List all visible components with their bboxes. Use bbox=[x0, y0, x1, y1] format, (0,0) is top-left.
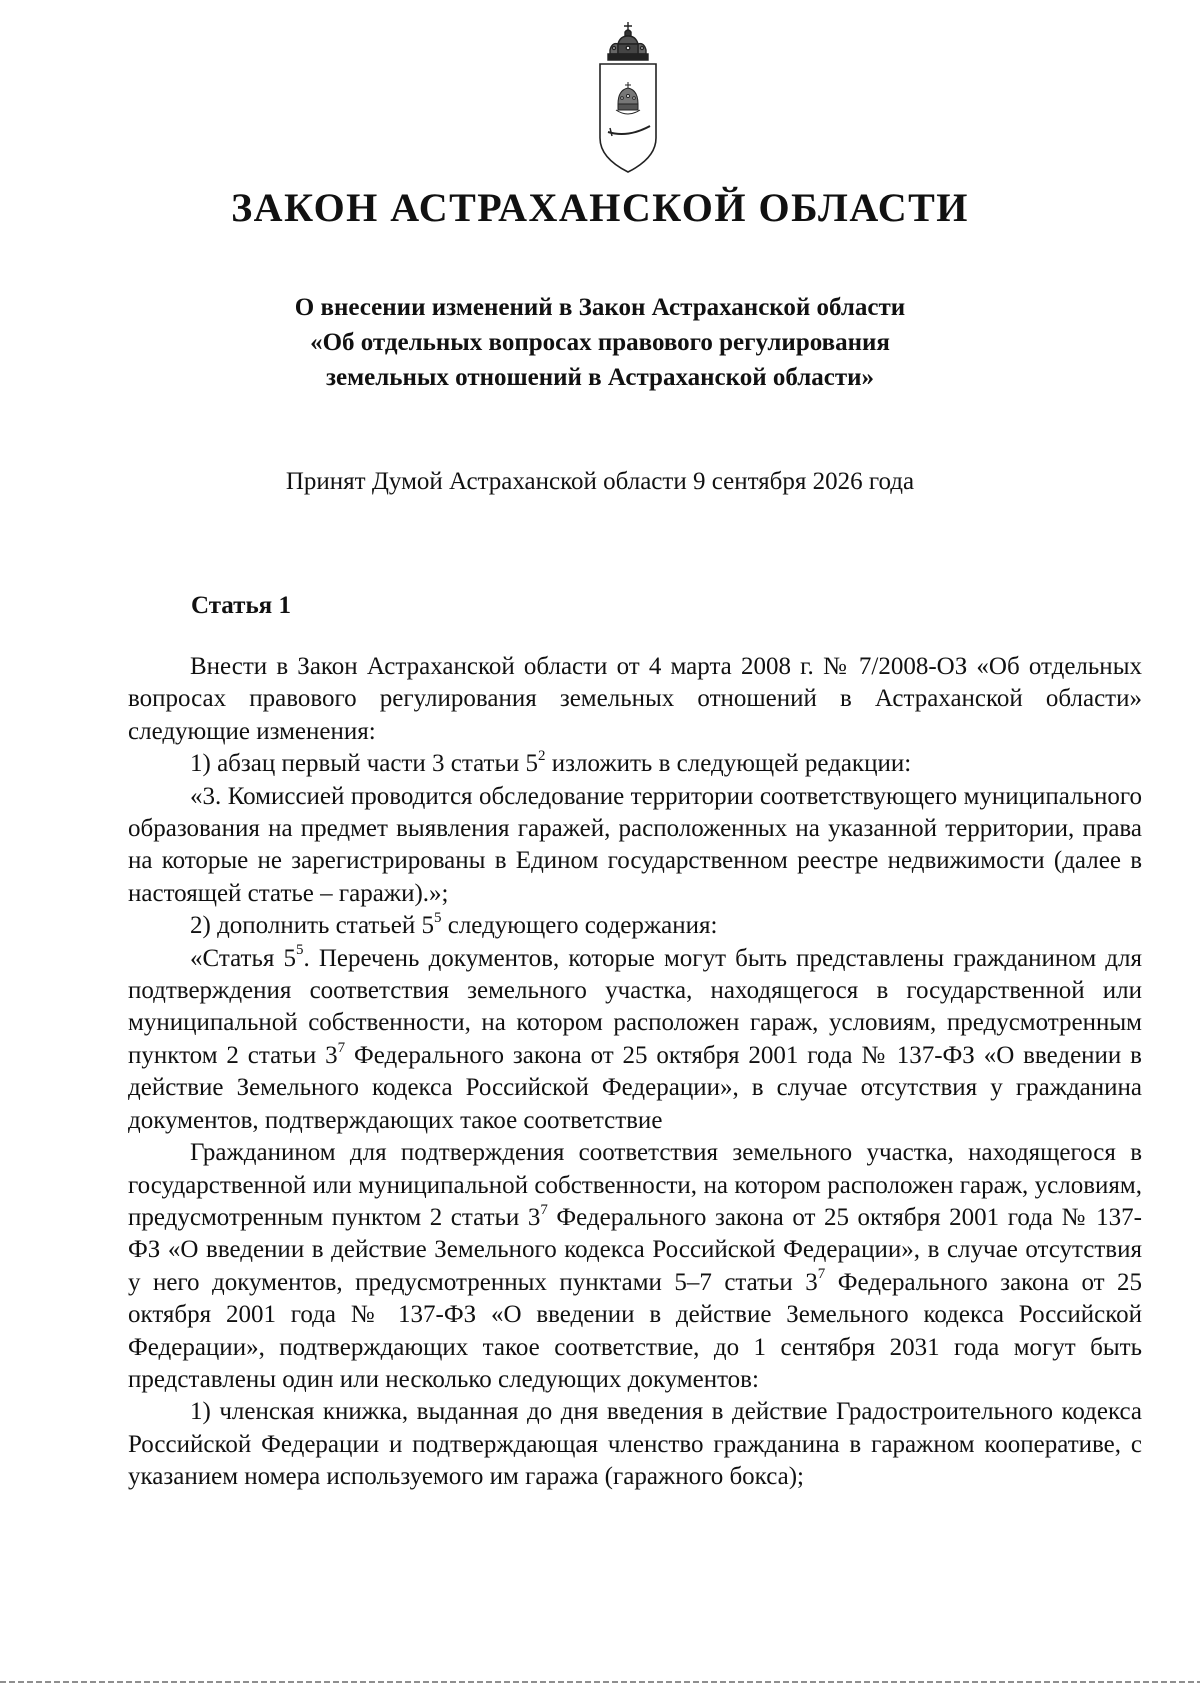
paragraph-amendment-1 bbox=[128, 748, 1142, 780]
paragraph-new-article-title bbox=[128, 943, 1142, 1137]
law-subtitle bbox=[180, 290, 1020, 395]
paragraph-new-article-body bbox=[128, 1137, 1142, 1396]
paragraph-quoted-part-3: «3. Комиссией проводится обследование территории соответствующего муниципального образования на предмет выявления гаражей, расположенных на указанной территории, права на которые не зарегистрированы в Едином государственном реестре недвижимости (далее в настоящей статье – гаражи).»; bbox=[128, 782, 1142, 907]
subtitle-line: «Об отдельных вопросах правового регулирования bbox=[310, 329, 890, 356]
superscript: 7 bbox=[817, 1266, 826, 1283]
text-run: 2) дополнить статьей 5 bbox=[190, 912, 434, 940]
superscript: 2 bbox=[538, 747, 546, 764]
law-title: ЗАКОН АСТРАХАНСКОЙ ОБЛАСТИ bbox=[231, 185, 969, 230]
paragraph-item-1: 1) членская книжка, выданная до дня введения в действие Градостроительного кодекса Российской Федерации и подтверждающая членство гражданина в гаражном кооперативе, с указанием номера используемого им гаража (гаражного бокса); bbox=[128, 1398, 1142, 1491]
superscript: 7 bbox=[540, 1201, 548, 1218]
article-body bbox=[128, 651, 1142, 1494]
superscript: 5 bbox=[295, 942, 304, 959]
text-run: следующего содержания: bbox=[441, 912, 718, 940]
text-run: Федерального закона от 25 октября 2001 года № 137-ФЗ «О введении в действие Земельного кодекса Российской Федерации», подтверждающих такое соответствие, до 1 сентября 2031 года могут быть представлены один или несколько следующих документов: bbox=[128, 1268, 1142, 1393]
paragraph-amendment-2 bbox=[128, 910, 1142, 942]
text-run: 1) абзац первый части 3 статьи 5 bbox=[190, 750, 538, 778]
text-run: Гражданином для подтверждения соответствия земельного участка, находящегося в государственной или муниципальной собственности, на котором расположен гараж, условиям, предусмотренным пунктом 2 статьи 3 bbox=[128, 1139, 1142, 1231]
superscript: 7 bbox=[337, 1039, 346, 1056]
adoption-line: Принят Думой Астраханской области 9 сентября 2026 года bbox=[285, 468, 915, 495]
text-run: «Статья 5 bbox=[190, 944, 296, 972]
text-run: изложить в следующей редакции: bbox=[545, 750, 912, 778]
paragraph-intro: Внести в Закон Астраханской области от 4 марта 2008 г. № 7/2008-ОЗ «Об отдельных вопросах правового регулирования земельных отношений в Астраханской области» следующие изменения: bbox=[128, 653, 1142, 745]
coat-of-arms-emblem bbox=[588, 20, 668, 180]
subtitle-line: земельных отношений в Астраханской области» bbox=[325, 364, 875, 391]
text-run: Федерального закона от 25 октября 2001 года № 137-ФЗ «О введении в действие Земельного кодекса Российской Федерации», в случае отсутствия у него документов, предусмотренных пунктами 5–7 статьи 3 bbox=[128, 1203, 1142, 1296]
article-heading: Статья 1 bbox=[191, 592, 291, 619]
page-bottom-edge bbox=[0, 1681, 1200, 1683]
text-run: Федерального закона от 25 октября 2001 года № 137-ФЗ «О введении в действие Земельного кодекса Российской Федерации», в случае отсутствия у гражданина документов, подтверждающих такое соответствие bbox=[128, 1041, 1142, 1134]
subtitle-line: О внесении изменений в Закон Астраханской области bbox=[294, 294, 906, 321]
superscript: 5 bbox=[433, 909, 442, 926]
text-run: . Перечень документов, которые могут быть представлены гражданином для подтверждения соответствия земельного участка, находящегося в государственной или муниципальной собственности, на котором расположен гараж, условиям, предусмотренным пунктом 2 статьи 3 bbox=[128, 944, 1142, 1069]
